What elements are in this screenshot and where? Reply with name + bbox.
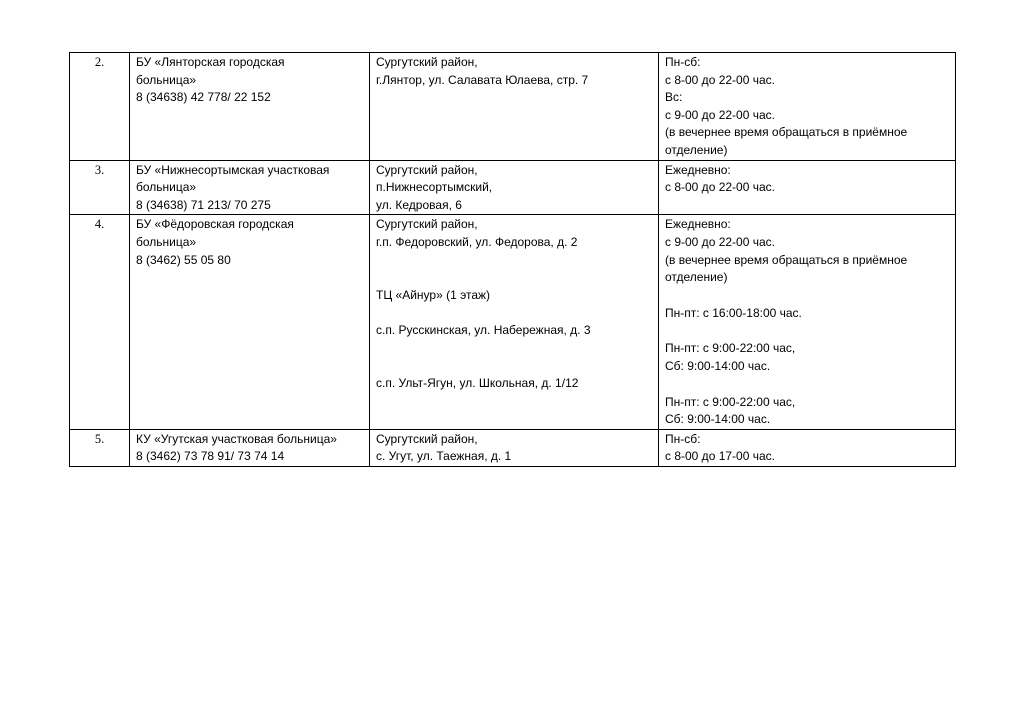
table-row — [70, 429, 956, 466]
row-number: 4. — [70, 215, 130, 429]
hospital-address-list — [370, 215, 659, 429]
location-address: с.п. Русскинская, ул. Набережная, д. 3 — [376, 323, 591, 338]
table-row — [70, 53, 956, 161]
table-row — [70, 215, 956, 429]
hospital-cell — [130, 160, 370, 215]
hospital-address: Сургутский район, с. Угут, ул. Таежная, д. 1 — [370, 429, 659, 466]
row-number: 2. — [70, 53, 130, 161]
hospital-name: БУ «Нижнесортымская участковая больница» — [136, 162, 330, 195]
hospital-name: КУ «Угутская участковая больница» — [136, 431, 337, 446]
location-hours: Пн-пт: с 9:00-22:00 час, Сб: 9:00-14:00 час. — [665, 341, 796, 373]
hospital-phone: 8 (3462) 73 78 91/ 73 74 14 — [136, 449, 285, 464]
hospital-cell — [130, 429, 370, 466]
row-number: 5. — [70, 429, 130, 466]
hospital-phone: 8 (3462) 55 05 80 — [136, 252, 231, 267]
row-number: 3. — [70, 160, 130, 215]
hospital-name: БУ «Фёдоровская городская больница» — [136, 217, 294, 249]
location-address: ТЦ «Айнур» (1 этаж) — [376, 287, 491, 302]
table-row — [70, 160, 956, 215]
location-address: с.п. Ульт-Ягун, ул. Школьная, д. 1/12 — [376, 375, 579, 390]
hospital-address: Сургутский район, п.Нижнесортымский, ул. Кедровая, 6 — [370, 160, 659, 215]
location-hours: Ежедневно: с 9-00 до 22-00 час. (в вечернее время обращаться в приёмное отделение) — [665, 217, 908, 285]
hospital-cell — [130, 53, 370, 161]
location-hours: Пн-пт: с 16:00-18:00 час. — [665, 305, 802, 320]
hospital-phone: 8 (34638) 71 213/ 70 275 — [136, 197, 271, 212]
hospital-hours: Пн-сб: с 8-00 до 17-00 час. — [659, 429, 956, 466]
hospital-name: БУ «Лянторская городская больница» — [136, 55, 285, 87]
location-hours: Пн-пт: с 9:00-22:00 час, Сб: 9:00-14:00 час. — [665, 394, 796, 427]
hospital-schedule-table — [69, 52, 956, 467]
hospital-hours: Ежедневно: с 8-00 до 22-00 час. — [659, 160, 956, 215]
hospital-cell — [130, 215, 370, 429]
hospital-hours-list — [659, 215, 956, 429]
location-address: Сургутский район, г.п. Федоровский, ул. Федорова, д. 2 — [376, 217, 578, 249]
hospital-hours: Пн-сб: с 8-00 до 22-00 час. Вс: с 9-00 до 22-00 час. (в вечернее время обращаться в приёмное отделение) — [659, 53, 956, 161]
hospital-address: Сургутский район, г.Лянтор, ул. Салавата Юлаева, стр. 7 — [370, 53, 659, 161]
hospital-phone: 8 (34638) 42 778/ 22 152 — [136, 90, 271, 105]
